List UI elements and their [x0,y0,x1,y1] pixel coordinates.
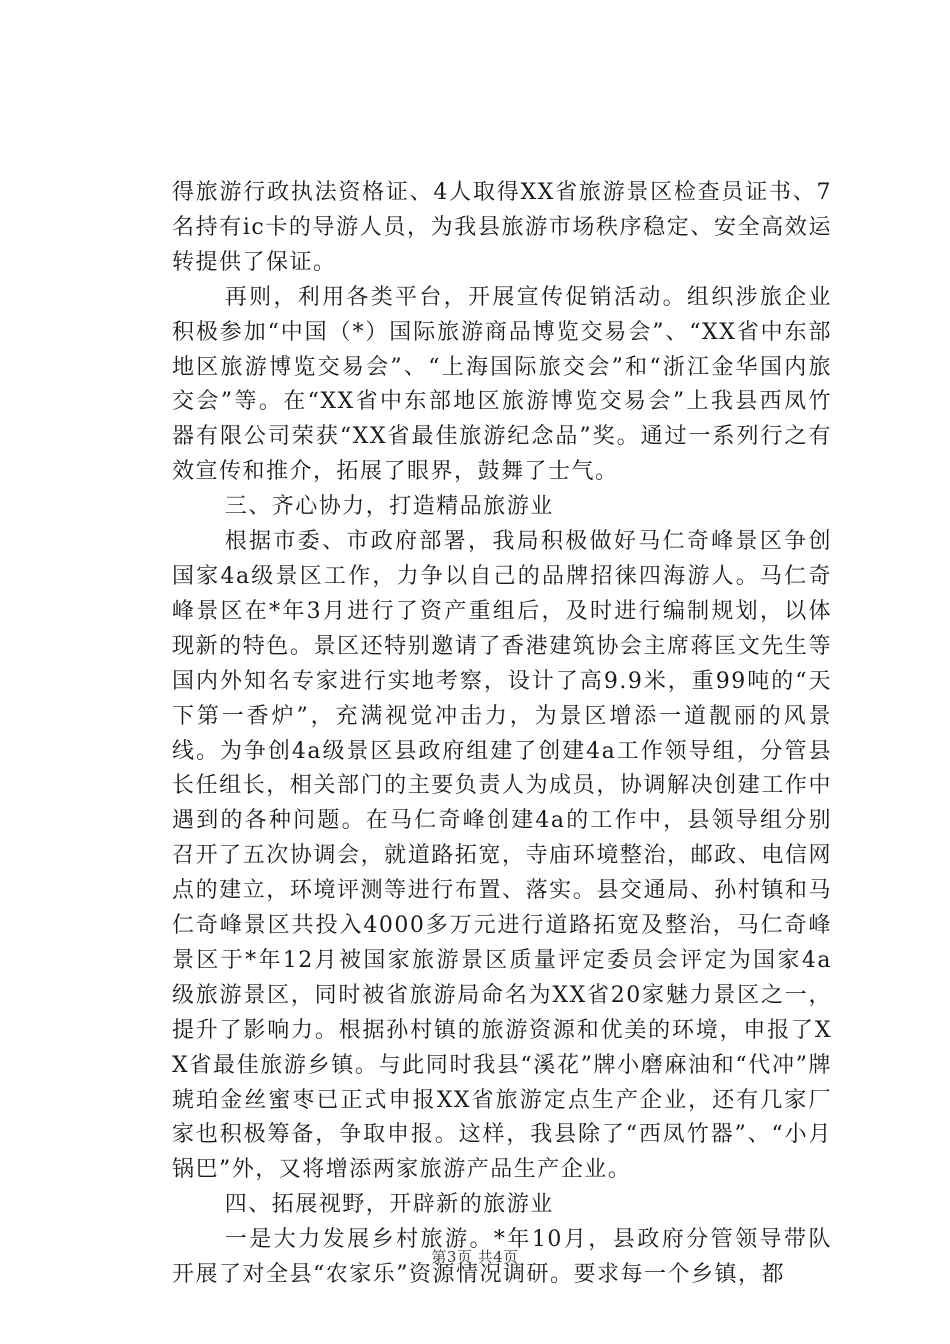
paragraph-rural-tourism: 一是大力发展乡村旅游。*年10月，县政府分管领导带队开展了对全县“农家乐”资源情况调研。要求每一个乡镇，都 [172,1227,832,1288]
section-heading-four: 四、拓展视野，开辟新的旅游业 [224,1192,554,1218]
paragraph-continuation: 得旅游行政执法资格证、4人取得XX省旅游景区检查员证书、7名持有ic卡的导游人员，为我县旅游市场秩序稳定、安全高效运转提供了保证。 [172,180,832,275]
paragraph-scenic-area: 根据市委、市政府部署，我局积极做好马仁奇峰景区争创国家4a级景区工作，力争以自己的品牌招徕四海游人。马仁奇峰景区在*年3月进行了资产重组后，及时进行编制规划，以体现新的特色。景区还特别邀请了香港建筑协会主席蒋匡文先生等国内外知名专家进行实地考察，设计了高9.9米，重99吨的“天下第一香炉”，充满视觉冲击力，为景区增添一道靓丽的风景线。为争创4a级景区县政府组建了创建4a工作领导组，分管县长任组长，相关部门的主要负责人为成员，协调解决创建工作中遇到的各种问题。在马仁奇峰创建4a的工作中，县领导组分别召开了五次协调会，就道路拓宽，寺庙环境整治，邮政、电信网点的建立，环境评测等进行布置、落实。县交通局、孙村镇和马仁奇峰景区共投入4000多万元进行道路拓宽及整治，马仁奇峰景区于*年12月被国家旅游景区质量评定委员会评定为国家4a级旅游景区，同时被省旅游局命名为XX省20家魅力景区之一，提升了影响力。根据孙村镇的旅游资源和优美的环境，申报了XX省最佳旅游乡镇。与此同时我县“溪花”牌小磨麻油和“代冲”牌琥珀金丝蜜枣已正式申报XX省旅游定点生产企业，还有几家厂家也积极筹备，争取申报。这样，我县除了“西凤竹器”、“小月锅巴”外，又将增添两家旅游产品生产企业。 [172,529,832,1183]
page-number: 第3页 共4页 [431,1248,519,1266]
section-heading-three: 三、齐心协力，打造精品旅游业 [224,494,554,520]
page-footer [0,1246,950,1267]
document-body [172,176,832,1293]
paragraph-promotion: 再则，利用各类平台，开展宣传促销活动。组织涉旅企业积极参加“中国（*）国际旅游商品博览交易会”、“XX省中东部地区旅游博览交易会”、“上海国际旅交会”和“浙江金华国内旅交会”等。在“XX省中东部地区旅游博览交易会”上我县西凤竹器有限公司荣获“XX省最佳旅游纪念品”奖。通过一系列行之有效宣传和推介，拓展了眼界，鼓舞了士气。 [172,284,832,485]
